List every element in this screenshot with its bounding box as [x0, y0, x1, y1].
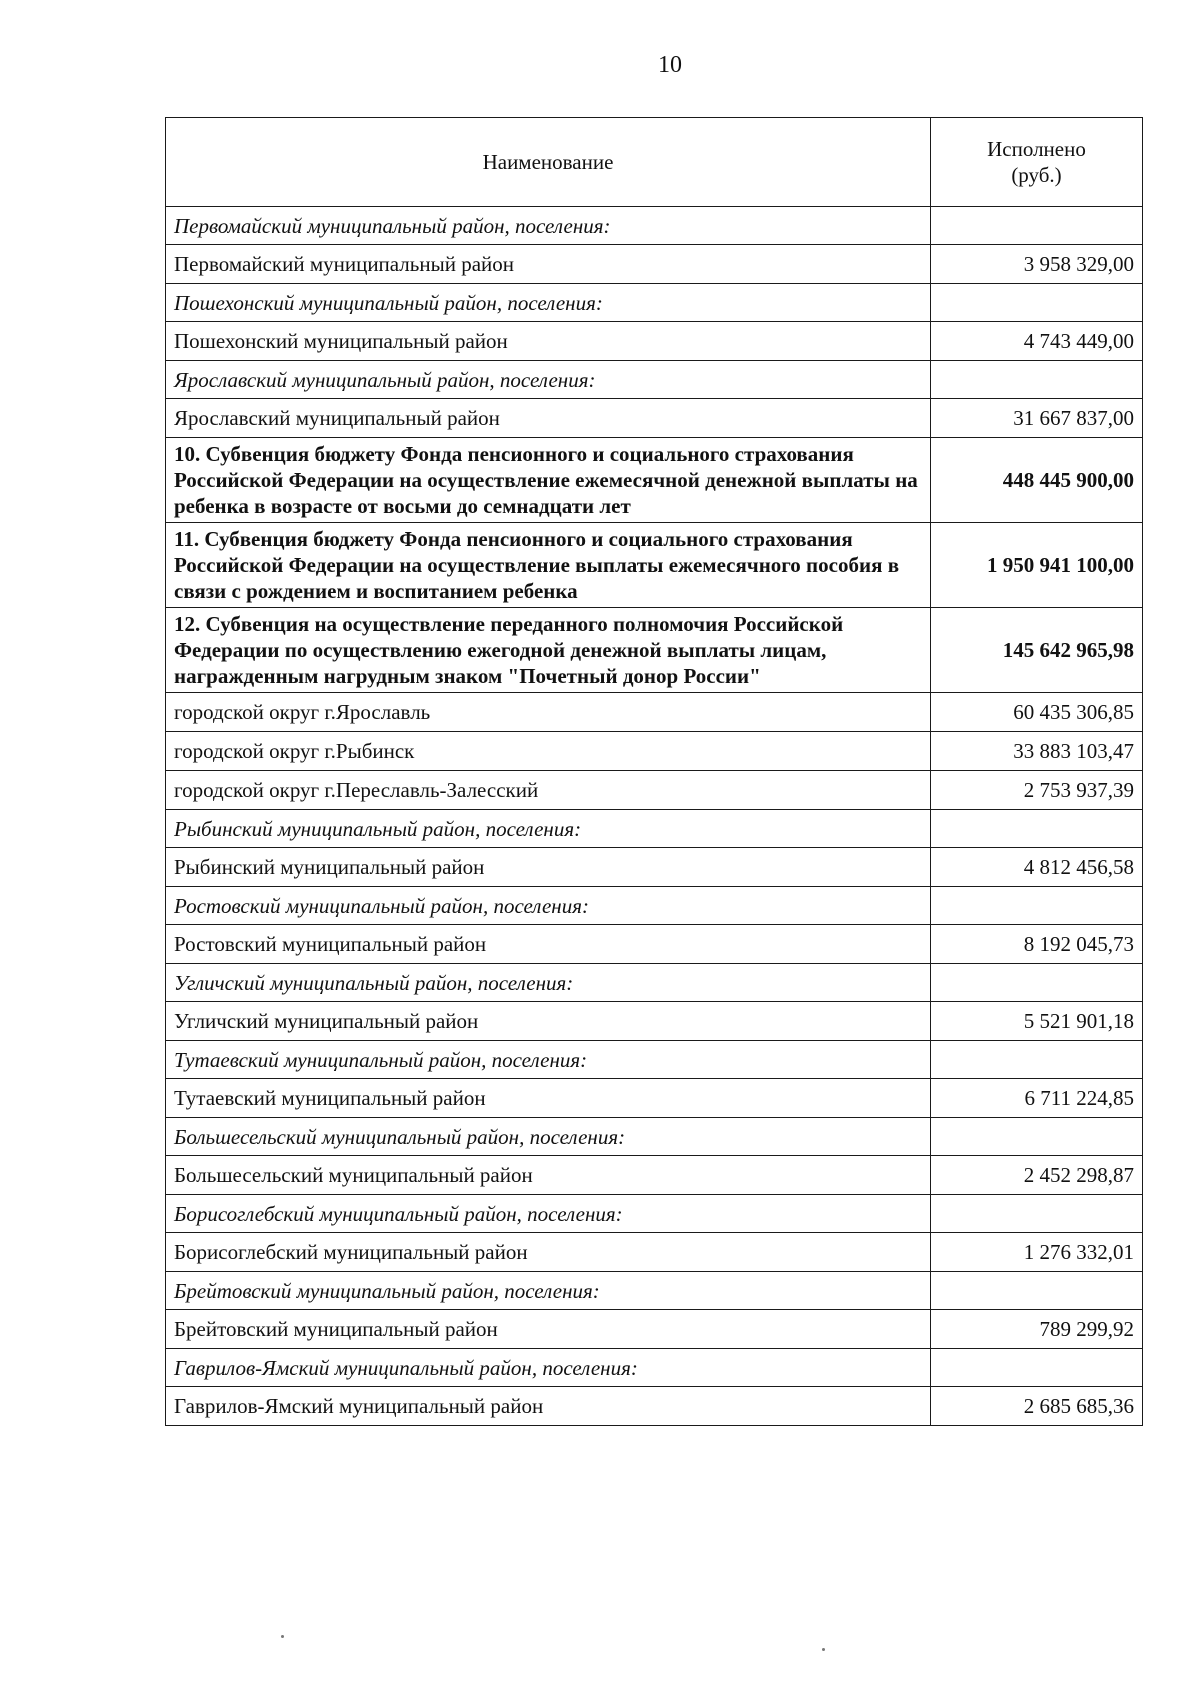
row-amount	[931, 1349, 1143, 1387]
header-name: Наименование	[166, 118, 931, 207]
row-amount: 3 958 329,00	[931, 245, 1143, 284]
row-amount: 2 685 685,36	[931, 1387, 1143, 1426]
row-amount: 4 743 449,00	[931, 322, 1143, 361]
table-row-group	[166, 1272, 1143, 1310]
table-row	[166, 925, 1143, 964]
row-name: Рыбинский муниципальный район, поселения:	[166, 810, 931, 848]
table-row	[166, 1079, 1143, 1118]
table-row-group	[166, 361, 1143, 399]
table-row-section	[166, 608, 1143, 693]
table-row-group	[166, 1118, 1143, 1156]
table-row	[166, 848, 1143, 887]
row-name: Ярославский муниципальный район	[166, 399, 931, 438]
table-row	[166, 1002, 1143, 1041]
table-row-group	[166, 1041, 1143, 1079]
row-amount: 31 667 837,00	[931, 399, 1143, 438]
row-name: Пошехонский муниципальный район	[166, 322, 931, 361]
row-amount	[931, 1041, 1143, 1079]
scan-speck	[822, 1648, 825, 1651]
table-row	[166, 771, 1143, 810]
row-name: Тутаевский муниципальный район, поселения:	[166, 1041, 931, 1079]
table-row-section	[166, 523, 1143, 608]
row-amount	[931, 284, 1143, 322]
table-row-group	[166, 887, 1143, 925]
row-name: городской округ г.Переславль-Залесский	[166, 771, 931, 810]
table-row	[166, 1387, 1143, 1426]
row-amount	[931, 964, 1143, 1002]
table-header	[166, 118, 1143, 207]
row-name: Ростовский муниципальный район	[166, 925, 931, 964]
row-amount: 145 642 965,98	[931, 608, 1143, 693]
row-amount: 6 711 224,85	[931, 1079, 1143, 1118]
row-name: Тутаевский муниципальный район	[166, 1079, 931, 1118]
row-amount	[931, 1272, 1143, 1310]
row-name: 11. Субвенция бюджету Фонда пенсионного и социального страхования Российской Федерации на осуществление выплаты ежемесячного пособия в связи с рождением и воспитанием ребенка	[166, 523, 931, 608]
row-amount: 33 883 103,47	[931, 732, 1143, 771]
row-amount	[931, 1118, 1143, 1156]
row-amount: 2 452 298,87	[931, 1156, 1143, 1195]
scan-speck	[281, 1635, 284, 1638]
table-body	[166, 207, 1143, 1426]
table-row	[166, 1156, 1143, 1195]
row-name: Пошехонский муниципальный район, поселения:	[166, 284, 931, 322]
table-row-group	[166, 207, 1143, 245]
row-name: Гаврилов-Ямский муниципальный район	[166, 1387, 931, 1426]
row-name: Брейтовский муниципальный район	[166, 1310, 931, 1349]
row-name: городской округ г.Ярославль	[166, 693, 931, 732]
row-name: 10. Субвенция бюджету Фонда пенсионного и социального страхования Российской Федерации на осуществление ежемесячной денежной выплаты на ребенка в возрасте от восьми до семнадцати лет	[166, 438, 931, 523]
table-row	[166, 693, 1143, 732]
page-number: 10	[658, 52, 682, 78]
header-row	[166, 118, 1143, 207]
row-name: Борисоглебский муниципальный район	[166, 1233, 931, 1272]
table-row	[166, 1233, 1143, 1272]
table-row-group	[166, 1349, 1143, 1387]
row-amount: 4 812 456,58	[931, 848, 1143, 887]
row-name: Первомайский муниципальный район, поселения:	[166, 207, 931, 245]
row-name: Большесельский муниципальный район	[166, 1156, 931, 1195]
row-amount: 2 753 937,39	[931, 771, 1143, 810]
row-name: Ростовский муниципальный район, поселения:	[166, 887, 931, 925]
row-amount	[931, 887, 1143, 925]
row-name: Ярославский муниципальный район, поселения:	[166, 361, 931, 399]
row-name: Гаврилов-Ямский муниципальный район, поселения:	[166, 1349, 931, 1387]
row-amount: 60 435 306,85	[931, 693, 1143, 732]
header-amount: Исполнено (руб.)	[931, 118, 1143, 207]
table-row-group	[166, 1195, 1143, 1233]
row-name: Борисоглебский муниципальный район, поселения:	[166, 1195, 931, 1233]
budget-table	[165, 117, 1143, 1426]
row-amount: 789 299,92	[931, 1310, 1143, 1349]
row-name: Первомайский муниципальный район	[166, 245, 931, 284]
table-row	[166, 732, 1143, 771]
table-row	[166, 399, 1143, 438]
row-amount: 8 192 045,73	[931, 925, 1143, 964]
row-name: 12. Субвенция на осуществление переданного полномочия Российской Федерации по осуществлению ежегодной денежной выплаты лицам, награжденным нагрудным знаком "Почетный донор России"	[166, 608, 931, 693]
table-row-group	[166, 964, 1143, 1002]
row-name: Угличский муниципальный район, поселения:	[166, 964, 931, 1002]
table-row-group	[166, 284, 1143, 322]
row-amount	[931, 207, 1143, 245]
table-row-group	[166, 810, 1143, 848]
row-amount	[931, 1195, 1143, 1233]
row-amount: 1 950 941 100,00	[931, 523, 1143, 608]
row-name: городской округ г.Рыбинск	[166, 732, 931, 771]
row-name: Рыбинский муниципальный район	[166, 848, 931, 887]
row-name: Брейтовский муниципальный район, поселения:	[166, 1272, 931, 1310]
table-row	[166, 1310, 1143, 1349]
row-name: Большесельский муниципальный район, поселения:	[166, 1118, 931, 1156]
row-amount	[931, 810, 1143, 848]
table-row	[166, 322, 1143, 361]
table-row	[166, 245, 1143, 284]
table-row-section	[166, 438, 1143, 523]
row-amount: 1 276 332,01	[931, 1233, 1143, 1272]
row-amount: 448 445 900,00	[931, 438, 1143, 523]
row-name: Угличский муниципальный район	[166, 1002, 931, 1041]
row-amount	[931, 361, 1143, 399]
row-amount: 5 521 901,18	[931, 1002, 1143, 1041]
